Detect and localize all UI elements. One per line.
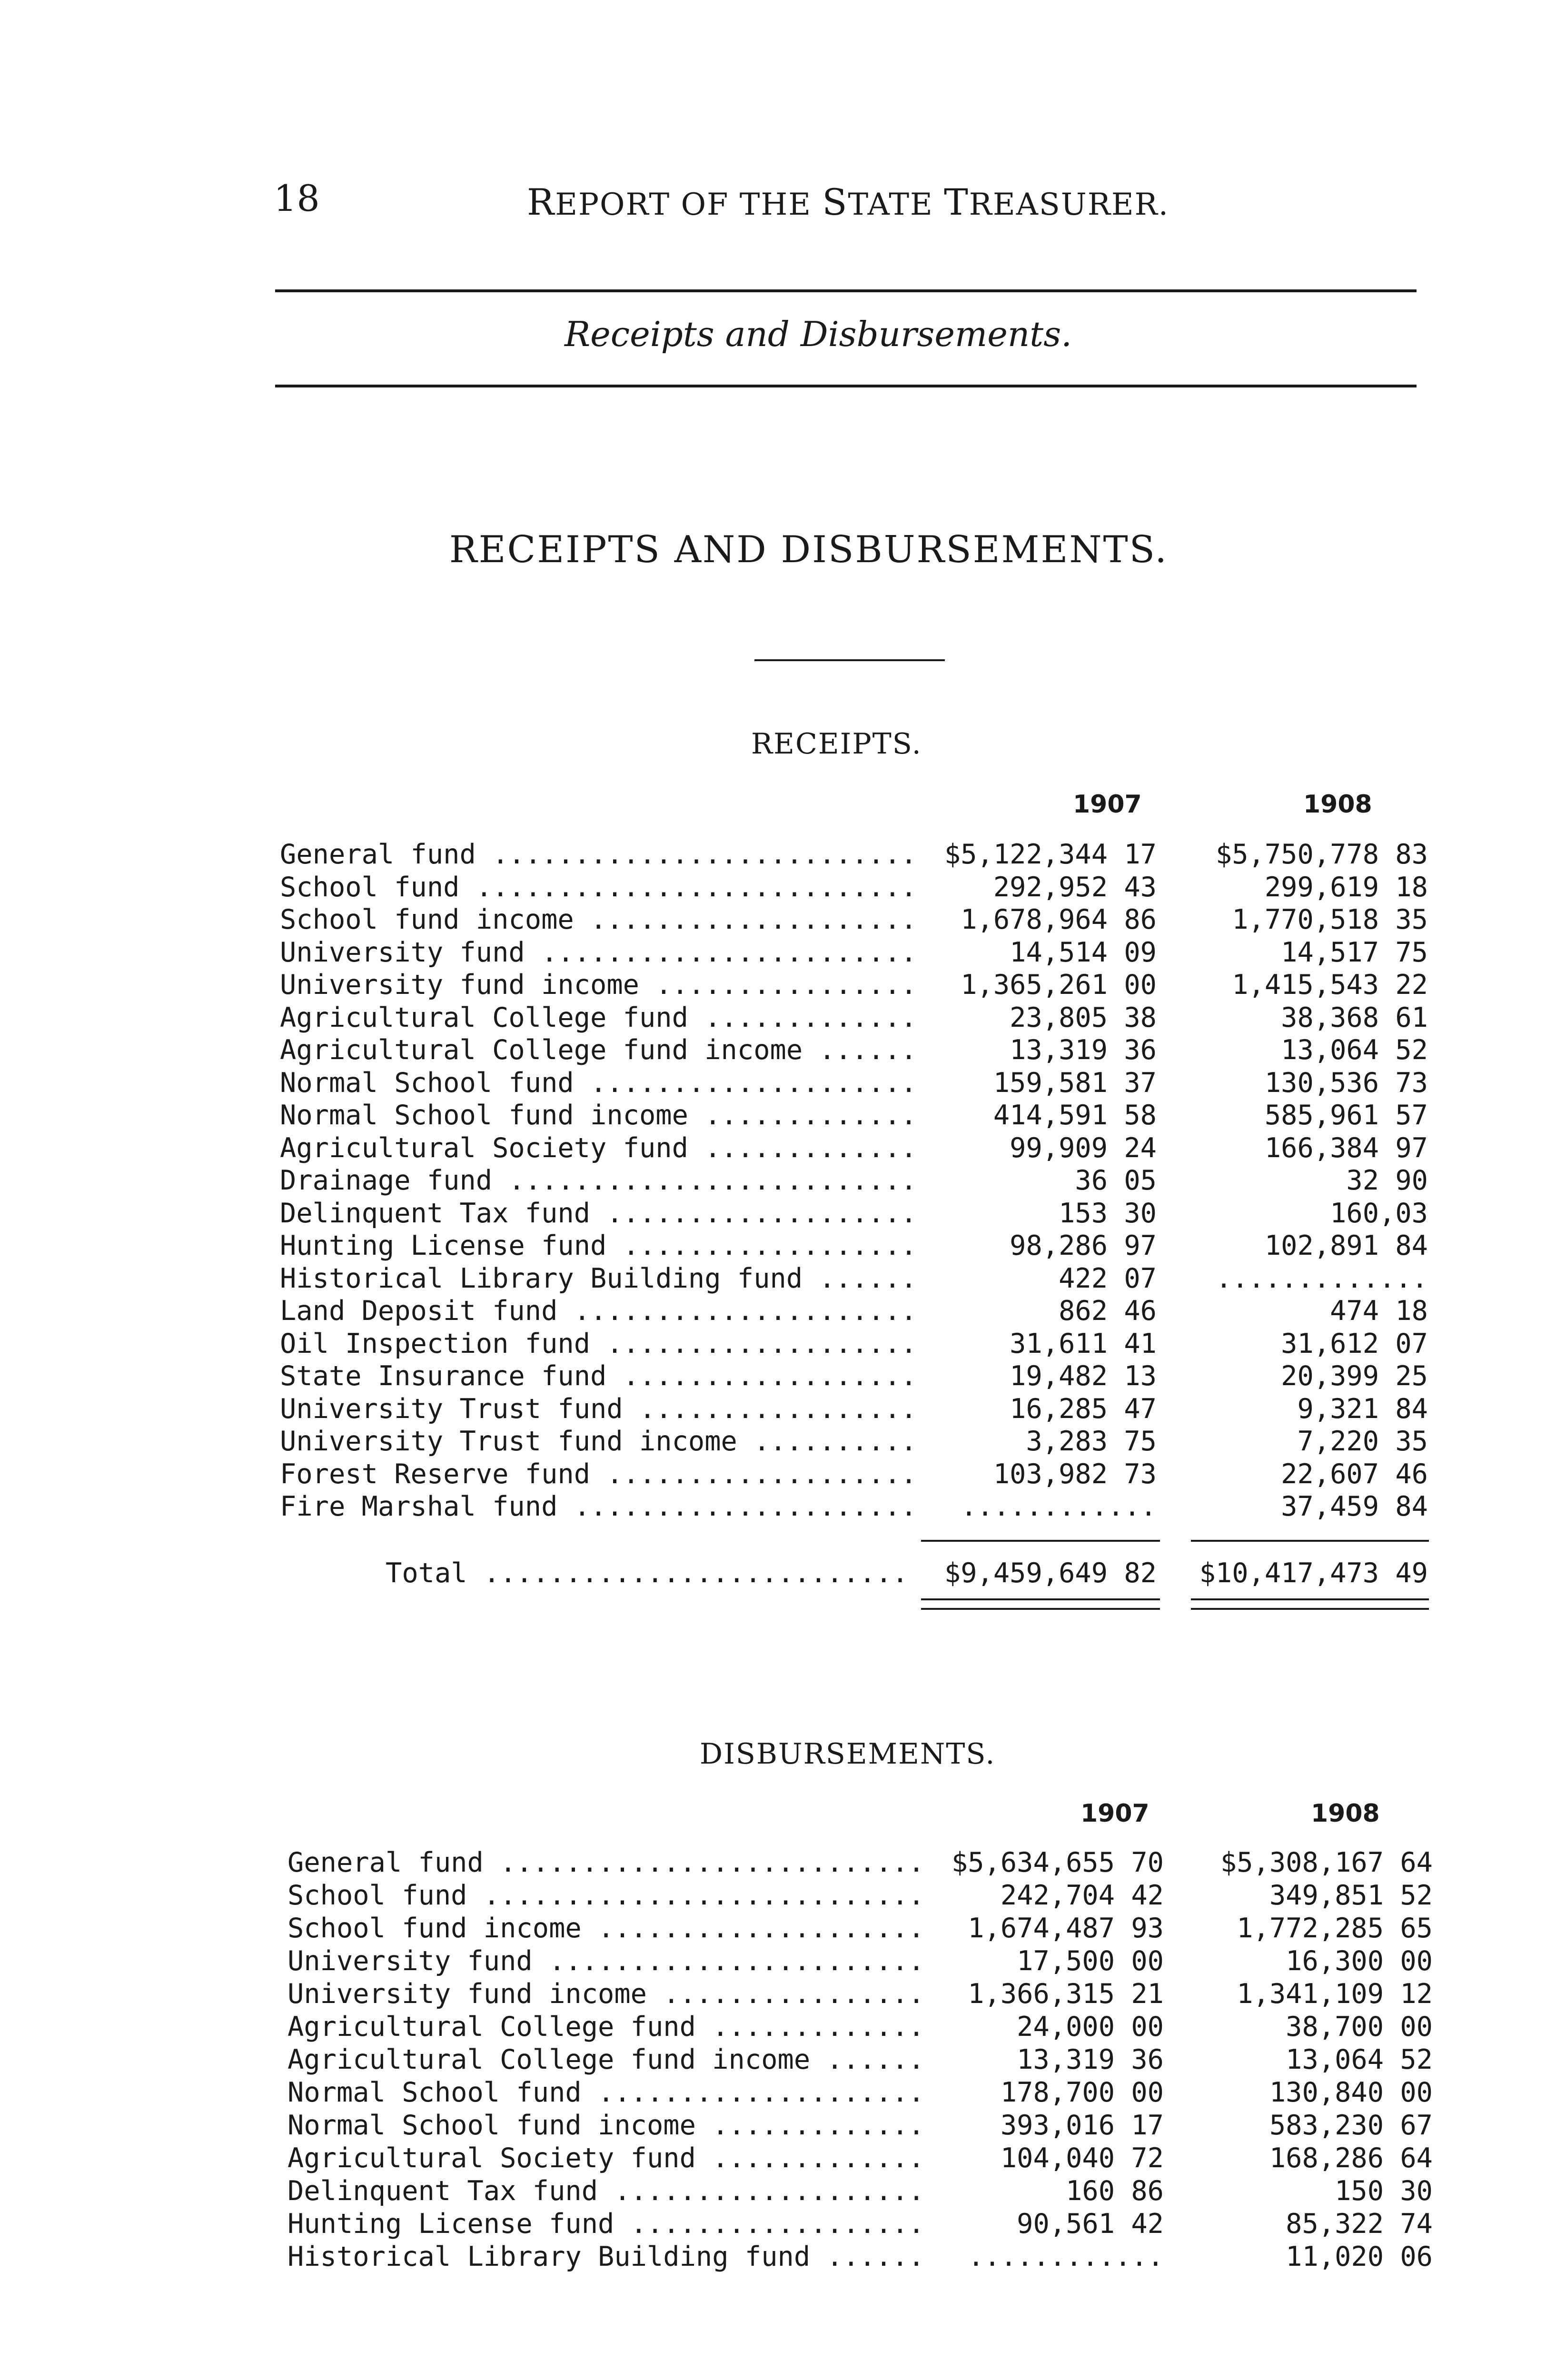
receipts-sum-rule-1907 [921, 1540, 1160, 1542]
receipts-value-1907: 16,285 47 [1010, 1393, 1157, 1425]
title-separator [754, 659, 945, 661]
receipts-row-label: School fund income .................... [280, 904, 917, 935]
receipts-year-1908: 1908 [1303, 790, 1372, 819]
disbursements-value-1907: 1,674,487 93 [968, 1913, 1164, 1944]
disbursements-value-1907: 1,366,315 21 [968, 1978, 1164, 2010]
disbursements-value-1907: 17,500 00 [1017, 1945, 1164, 1977]
disbursements-row-label: Normal School fund .................... [287, 2077, 925, 2108]
receipts-total-1908: $10,417,473 49 [1199, 1557, 1428, 1589]
disbursements-row-label: Historical Library Building fund ...... [287, 2241, 925, 2272]
receipts-value-1908: 31,612 07 [1281, 1328, 1428, 1359]
disbursements-row-label: Agricultural Society fund ............. [287, 2142, 925, 2174]
receipts-value-1908: 38,368 61 [1281, 1002, 1428, 1033]
receipts-row-label: Forest Reserve fund ................... [280, 1458, 917, 1490]
running-title-rest: EPORT OF THE [555, 187, 823, 222]
receipts-value-1907: 862 46 [1059, 1295, 1157, 1327]
receipts-row-label: Agricultural Society fund ............. [280, 1132, 917, 1164]
disbursements-row-label: Normal School fund income ............. [287, 2110, 925, 2141]
receipts-value-1908: 37,459 84 [1281, 1491, 1428, 1522]
receipts-row-label: School fund ........................... [280, 871, 917, 903]
disbursements-row-label: University fund ....................... [287, 1945, 925, 1977]
receipts-value-1908: 166,384 97 [1264, 1132, 1428, 1164]
receipts-value-1907: 1,678,964 86 [961, 904, 1157, 935]
receipts-value-1908: 102,891 84 [1264, 1230, 1428, 1261]
receipts-total-1907: $9,459,649 82 [944, 1557, 1157, 1589]
subheading-rule [275, 385, 1417, 387]
disbursements-row-label: University fund income ................ [287, 1978, 925, 2010]
receipts-row-label: Agricultural College fund income ...... [280, 1034, 917, 1066]
receipts-row-label: University Trust fund ................. [280, 1393, 917, 1425]
receipts-value-1908: 20,399 25 [1281, 1360, 1428, 1392]
receipts-row-label: University fund income ................ [280, 969, 917, 1001]
receipts-value-1908: 13,064 52 [1281, 1034, 1428, 1066]
disbursements-value-1908: 150 30 [1335, 2175, 1433, 2207]
subheading: Receipts and Disbursements. [564, 314, 1072, 354]
receipts-value-1907: 23,805 38 [1010, 1002, 1157, 1033]
receipts-value-1907: 13,319 36 [1010, 1034, 1157, 1066]
disbursements-value-1908: 1,341,109 12 [1237, 1978, 1433, 2010]
disbursements-value-1908: 168,286 64 [1269, 2142, 1433, 2174]
disbursements-value-1907: $5,634,655 70 [951, 1847, 1164, 1878]
receipts-value-1908: 32 90 [1346, 1165, 1428, 1196]
receipts-total-double-rule-1907b [921, 1608, 1160, 1610]
disbursements-value-1907: 242,704 42 [1000, 1880, 1164, 1911]
page-number: 18 [274, 177, 320, 219]
running-title [527, 181, 1169, 223]
disbursements-value-1907: 24,000 00 [1017, 2011, 1164, 2043]
disbursements-value-1907: 13,319 36 [1017, 2044, 1164, 2075]
disbursements-value-1907: ............ [968, 2241, 1164, 2272]
receipts-value-1907: 19,482 13 [1010, 1360, 1157, 1392]
receipts-value-1907: 31,611 41 [1010, 1328, 1157, 1359]
top-rule [275, 289, 1417, 292]
receipts-total-label: Total .......................... [386, 1557, 909, 1589]
receipts-title: RECEIPTS. [751, 727, 922, 761]
disbursements-row-label: School fund ........................... [287, 1880, 925, 1911]
receipts-value-1908: ............. [1215, 1262, 1428, 1294]
disbursements-value-1908: 349,851 52 [1269, 1880, 1433, 1911]
receipts-value-1908: 9,321 84 [1297, 1393, 1428, 1425]
receipts-row-label: Agricultural College fund ............. [280, 1002, 917, 1033]
receipts-row-label: Drainage fund ......................... [280, 1165, 917, 1196]
receipts-value-1908: 7,220 35 [1297, 1426, 1428, 1457]
disbursements-row-label: Hunting License fund .................. [287, 2208, 925, 2240]
disbursements-value-1908: $5,308,167 64 [1220, 1847, 1433, 1878]
receipts-value-1908: 130,536 73 [1264, 1067, 1428, 1099]
receipts-row-label: University Trust fund income .......... [280, 1426, 917, 1457]
receipts-value-1908: 14,517 75 [1281, 936, 1428, 968]
receipts-value-1908: 299,619 18 [1264, 871, 1428, 903]
disbursements-row-label: Agricultural College fund ............. [287, 2011, 925, 2043]
disbursements-row-label: Agricultural College fund income ...... [287, 2044, 925, 2075]
receipts-value-1908: 160,03 [1330, 1197, 1428, 1229]
receipts-value-1908: 585,961 57 [1264, 1100, 1428, 1131]
receipts-row-label: Hunting License fund .................. [280, 1230, 917, 1261]
receipts-value-1907: 153 30 [1059, 1197, 1157, 1229]
receipts-value-1907: 292,952 43 [993, 871, 1157, 903]
receipts-value-1907: 99,909 24 [1010, 1132, 1157, 1164]
disbursements-value-1907: 160 86 [1066, 2175, 1164, 2207]
disbursements-year-1907: 1907 [1080, 1799, 1150, 1828]
receipts-row-label: University fund ....................... [280, 936, 917, 968]
disbursements-value-1908: 130,840 00 [1269, 2077, 1433, 2108]
receipts-value-1908: 1,770,518 35 [1232, 904, 1428, 935]
receipts-value-1908: $5,750,778 83 [1215, 839, 1428, 870]
receipts-total-double-rule-1907a [921, 1598, 1160, 1600]
receipts-row-label: Historical Library Building fund ...... [280, 1262, 917, 1294]
receipts-value-1907: 36 05 [1075, 1165, 1157, 1196]
receipts-row-label: Land Deposit fund ..................... [280, 1295, 917, 1327]
receipts-value-1908: 474 18 [1330, 1295, 1428, 1327]
receipts-row-label: Normal School fund income ............. [280, 1100, 917, 1131]
receipts-value-1907: ............ [961, 1491, 1157, 1522]
disbursements-value-1908: 38,700 00 [1286, 2011, 1433, 2043]
receipts-value-1907: 1,365,261 00 [961, 969, 1157, 1001]
running-title-initial: T [944, 181, 969, 223]
disbursements-value-1908: 13,064 52 [1286, 2044, 1433, 2075]
disbursements-row-label: Delinquent Tax fund ................... [287, 2175, 925, 2207]
receipts-row-label: State Insurance fund .................. [280, 1360, 917, 1392]
receipts-value-1907: 414,591 58 [993, 1100, 1157, 1131]
receipts-total-double-rule-1908b [1191, 1608, 1429, 1610]
disbursements-value-1907: 178,700 00 [1000, 2077, 1164, 2108]
page-title: RECEIPTS AND DISBURSEMENTS. [449, 528, 1169, 571]
receipts-value-1907: $5,122,344 17 [944, 839, 1157, 870]
receipts-total-double-rule-1908a [1191, 1598, 1429, 1600]
disbursements-year-1908: 1908 [1311, 1799, 1380, 1828]
receipts-value-1908: 1,415,543 22 [1232, 969, 1428, 1001]
disbursements-value-1908: 16,300 00 [1286, 1945, 1433, 1977]
disbursements-value-1908: 85,322 74 [1286, 2208, 1433, 2240]
running-title-rest: REASURER. [969, 187, 1169, 222]
receipts-value-1907: 14,514 09 [1010, 936, 1157, 968]
disbursements-value-1907: 104,040 72 [1000, 2142, 1164, 2174]
running-title-initial: S [822, 181, 848, 223]
running-title-rest: TATE [848, 187, 944, 222]
disbursements-value-1907: 90,561 42 [1017, 2208, 1164, 2240]
disbursements-value-1907: 393,016 17 [1000, 2110, 1164, 2141]
disbursements-value-1908: 583,230 67 [1269, 2110, 1433, 2141]
disbursements-value-1908: 11,020 06 [1286, 2241, 1433, 2272]
disbursements-title: DISBURSEMENTS. [700, 1737, 996, 1771]
disbursements-value-1908: 1,772,285 65 [1237, 1913, 1433, 1944]
receipts-value-1908: 22,607 46 [1281, 1458, 1428, 1490]
receipts-row-label: Normal School fund .................... [280, 1067, 917, 1099]
receipts-value-1907: 103,982 73 [993, 1458, 1157, 1490]
receipts-row-label: Fire Marshal fund ..................... [280, 1491, 917, 1522]
receipts-year-1907: 1907 [1073, 790, 1142, 819]
receipts-sum-rule-1908 [1191, 1540, 1429, 1542]
receipts-value-1907: 422 07 [1059, 1262, 1157, 1294]
receipts-row-label: Oil Inspection fund ................... [280, 1328, 917, 1359]
receipts-value-1907: 159,581 37 [993, 1067, 1157, 1099]
receipts-row-label: General fund .......................... [280, 839, 917, 870]
receipts-value-1907: 3,283 75 [1026, 1426, 1157, 1457]
running-title-initial: R [527, 181, 555, 223]
disbursements-row-label: General fund .......................... [287, 1847, 925, 1878]
receipts-row-label: Delinquent Tax fund ................... [280, 1197, 917, 1229]
disbursements-row-label: School fund income .................... [287, 1913, 925, 1944]
receipts-value-1907: 98,286 97 [1010, 1230, 1157, 1261]
